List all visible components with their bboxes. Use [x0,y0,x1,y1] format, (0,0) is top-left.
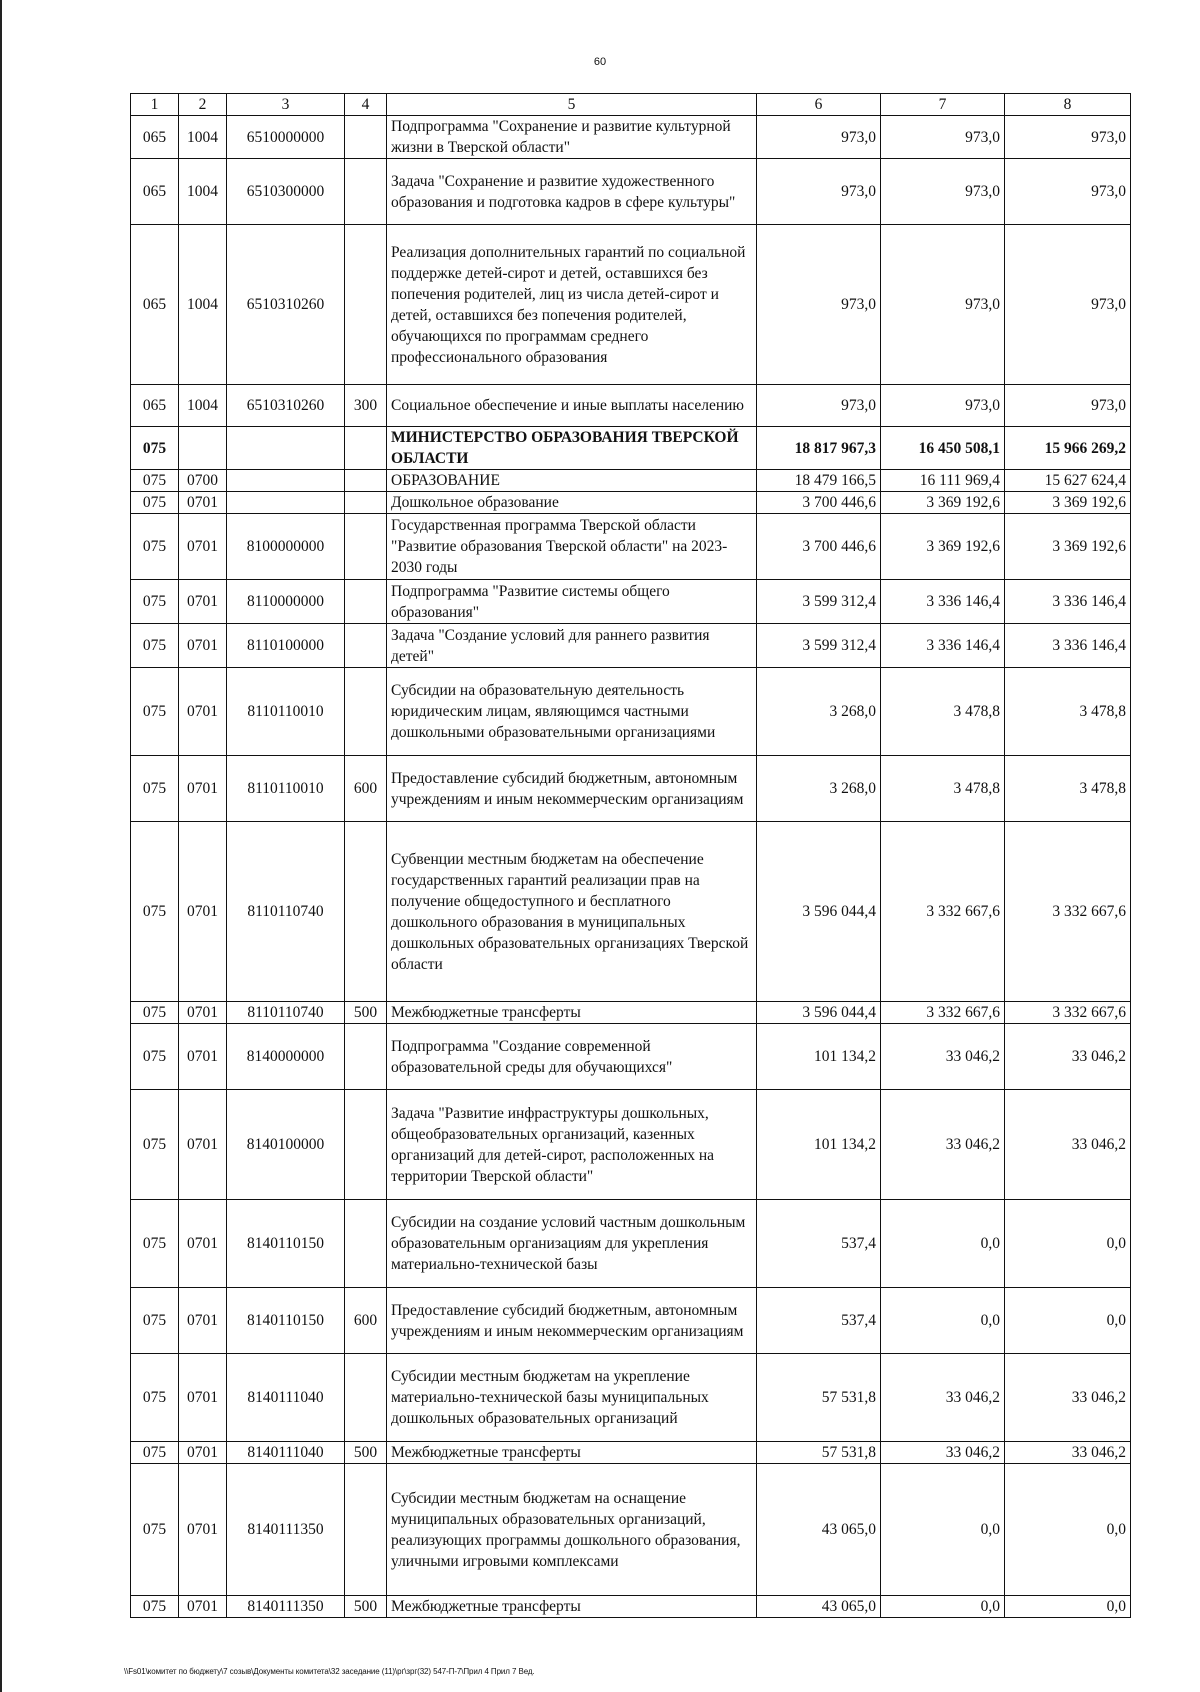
amount-col7-cell: 0,0 [881,1288,1005,1354]
target-article-cell: 8110110740 [227,822,345,1002]
expense-type-cell [345,225,387,385]
expense-type-cell: 500 [345,1442,387,1464]
section-code-cell: 0701 [179,1200,227,1288]
target-article-cell: 8100000000 [227,514,345,580]
item-name-cell: Межбюджетные трансферты [387,1442,757,1464]
amount-col7-cell: 973,0 [881,385,1005,427]
table-row [131,1464,1131,1596]
amount-col8-cell: 0,0 [1005,1596,1131,1618]
amount-col8-cell: 3 478,8 [1005,668,1131,756]
target-article-cell [227,492,345,514]
item-name-cell: Межбюджетные трансферты [387,1002,757,1024]
amount-col8-cell: 973,0 [1005,116,1131,159]
amount-col7-cell: 3 336 146,4 [881,580,1005,624]
item-name-cell: Реализация дополнительных гарантий по социальной поддержке детей-сирот и детей, оставшихся без попечения родителей, лиц из числа детей-сирот и детей, оставшихся без попечения родителей, обучающихся по программам среднего профессионального образования [387,225,757,385]
target-article-cell: 8140111350 [227,1596,345,1618]
target-article-cell: 8140000000 [227,1024,345,1090]
amount-col8-cell: 33 046,2 [1005,1090,1131,1200]
amount-col7-cell: 33 046,2 [881,1090,1005,1200]
expense-type-cell [345,822,387,1002]
target-article-cell: 6510000000 [227,116,345,159]
agency-code-cell: 065 [131,385,179,427]
section-code-cell: 0701 [179,756,227,822]
expense-type-cell [345,1024,387,1090]
agency-code-cell: 075 [131,1288,179,1354]
expense-type-cell: 600 [345,756,387,822]
amount-col6-cell: 973,0 [757,159,881,225]
agency-code-cell: 075 [131,1464,179,1596]
amount-col7-cell: 973,0 [881,116,1005,159]
file-path-footer: \\Fs01\комитет по бюджету\7 созыв\Документы комитета\32 заседание (11)\рг\зрг(32) 547-П-7\Прил 4 Прил 7 Вед. [124,1667,535,1676]
target-article-cell [227,470,345,492]
expense-type-cell: 300 [345,385,387,427]
item-name-cell: Субсидии на образовательную деятельность юридическим лицам, являющимся частными дошкольными образовательными организациями [387,668,757,756]
amount-col7-cell: 33 046,2 [881,1442,1005,1464]
expense-type-cell [345,624,387,668]
agency-code-cell: 075 [131,1002,179,1024]
agency-code-cell: 075 [131,1354,179,1442]
expense-type-cell [345,1354,387,1442]
amount-col7-cell: 0,0 [881,1596,1005,1618]
agency-code-cell: 075 [131,492,179,514]
column-header: 4 [345,94,387,116]
amount-col6-cell: 3 700 446,6 [757,492,881,514]
agency-code-cell: 075 [131,624,179,668]
section-code-cell: 1004 [179,385,227,427]
section-code-cell: 0701 [179,668,227,756]
amount-col7-cell: 16 111 969,4 [881,470,1005,492]
amount-col8-cell: 3 332 667,6 [1005,822,1131,1002]
section-code-cell: 0701 [179,624,227,668]
amount-col6-cell: 537,4 [757,1200,881,1288]
amount-col8-cell: 0,0 [1005,1464,1131,1596]
item-name-cell: ОБРАЗОВАНИЕ [387,470,757,492]
agency-code-cell: 065 [131,116,179,159]
column-header: 6 [757,94,881,116]
table-row [131,1288,1131,1354]
section-code-cell: 0701 [179,580,227,624]
agency-code-cell: 075 [131,427,179,470]
target-article-cell: 8110100000 [227,624,345,668]
table-row [131,624,1131,668]
target-article-cell: 8110000000 [227,580,345,624]
amount-col6-cell: 3 596 044,4 [757,1002,881,1024]
item-name-cell: Социальное обеспечение и иные выплаты населению [387,385,757,427]
expense-type-cell [345,580,387,624]
target-article-cell: 8140100000 [227,1090,345,1200]
amount-col8-cell: 3 336 146,4 [1005,580,1131,624]
table-row [131,385,1131,427]
amount-col7-cell: 3 478,8 [881,668,1005,756]
amount-col8-cell: 33 046,2 [1005,1442,1131,1464]
table-row [131,580,1131,624]
column-header: 5 [387,94,757,116]
section-code-cell: 1004 [179,159,227,225]
expense-type-cell [345,427,387,470]
table-row [131,822,1131,1002]
expense-type-cell [345,1090,387,1200]
item-name-cell: Субвенции местным бюджетам на обеспечение государственных гарантий реализации прав на получение общедоступного и бесплатного дошкольного образования в муниципальных дошкольных образовательных организациях Тверской области [387,822,757,1002]
amount-col6-cell: 43 065,0 [757,1596,881,1618]
agency-code-cell: 075 [131,514,179,580]
item-name-cell: Межбюджетные трансферты [387,1596,757,1618]
target-article-cell: 6510310260 [227,385,345,427]
section-code-cell: 0701 [179,514,227,580]
agency-code-cell: 075 [131,1090,179,1200]
item-name-cell: Предоставление субсидий бюджетным, автономным учреждениям и иным некоммерческим организациям [387,1288,757,1354]
amount-col7-cell: 3 369 192,6 [881,514,1005,580]
expense-type-cell: 500 [345,1596,387,1618]
amount-col8-cell: 0,0 [1005,1288,1131,1354]
agency-code-cell: 075 [131,756,179,822]
column-number-row [131,94,1131,116]
expense-type-cell [345,470,387,492]
target-article-cell: 6510310260 [227,225,345,385]
amount-col6-cell: 43 065,0 [757,1464,881,1596]
amount-col8-cell: 973,0 [1005,225,1131,385]
target-article-cell: 8140111040 [227,1442,345,1464]
column-header: 3 [227,94,345,116]
column-header: 8 [1005,94,1131,116]
amount-col8-cell: 0,0 [1005,1200,1131,1288]
section-code-cell: 0701 [179,1464,227,1596]
expense-type-cell [345,492,387,514]
agency-code-cell: 075 [131,822,179,1002]
amount-col8-cell: 3 478,8 [1005,756,1131,822]
item-name-cell: Подпрограмма "Сохранение и развитие культурной жизни в Тверской области" [387,116,757,159]
amount-col6-cell: 101 134,2 [757,1024,881,1090]
amount-col7-cell: 0,0 [881,1464,1005,1596]
amount-col7-cell: 16 450 508,1 [881,427,1005,470]
amount-col6-cell: 57 531,8 [757,1354,881,1442]
agency-code-cell: 075 [131,668,179,756]
section-code-cell [179,427,227,470]
amount-col8-cell: 15 966 269,2 [1005,427,1131,470]
agency-code-cell: 075 [131,1596,179,1618]
section-code-cell: 0701 [179,1090,227,1200]
amount-col6-cell: 18 817 967,3 [757,427,881,470]
table-row [131,1442,1131,1464]
item-name-cell: Подпрограмма "Создание современной образовательной среды для обучающихся" [387,1024,757,1090]
amount-col7-cell: 973,0 [881,225,1005,385]
section-code-cell: 1004 [179,116,227,159]
amount-col7-cell: 33 046,2 [881,1024,1005,1090]
amount-col8-cell: 15 627 624,4 [1005,470,1131,492]
table-row [131,116,1131,159]
amount-col8-cell: 33 046,2 [1005,1024,1131,1090]
table-row [131,1596,1131,1618]
amount-col6-cell: 3 599 312,4 [757,580,881,624]
amount-col7-cell: 33 046,2 [881,1354,1005,1442]
item-name-cell: Предоставление субсидий бюджетным, автономным учреждениям и иным некоммерческим организациям [387,756,757,822]
target-article-cell: 8140111350 [227,1464,345,1596]
amount-col8-cell: 973,0 [1005,159,1131,225]
table-row [131,225,1131,385]
target-article-cell [227,427,345,470]
amount-col6-cell: 973,0 [757,225,881,385]
item-name-cell: Дошкольное образование [387,492,757,514]
table-row [131,514,1131,580]
amount-col7-cell: 0,0 [881,1200,1005,1288]
table-row [131,756,1131,822]
agency-code-cell: 075 [131,470,179,492]
table-row [131,1354,1131,1442]
agency-code-cell: 065 [131,225,179,385]
table-row [131,1024,1131,1090]
amount-col6-cell: 3 700 446,6 [757,514,881,580]
target-article-cell: 8110110010 [227,668,345,756]
amount-col8-cell: 973,0 [1005,385,1131,427]
table-body [131,116,1131,1618]
column-header: 7 [881,94,1005,116]
section-code-cell: 0701 [179,1288,227,1354]
agency-code-cell: 075 [131,1024,179,1090]
amount-col6-cell: 3 596 044,4 [757,822,881,1002]
amount-col8-cell: 3 332 667,6 [1005,1002,1131,1024]
table-row [131,427,1131,470]
amount-col7-cell: 3 336 146,4 [881,624,1005,668]
target-article-cell: 8110110010 [227,756,345,822]
item-name-cell: Задача "Сохранение и развитие художественного образования и подготовка кадров в сфере культуры" [387,159,757,225]
target-article-cell: 8140110150 [227,1200,345,1288]
section-code-cell: 0701 [179,1002,227,1024]
section-code-cell: 1004 [179,225,227,385]
amount-col7-cell: 3 478,8 [881,756,1005,822]
target-article-cell: 6510300000 [227,159,345,225]
amount-col6-cell: 3 268,0 [757,756,881,822]
amount-col7-cell: 3 332 667,6 [881,822,1005,1002]
section-code-cell: 0700 [179,470,227,492]
amount-col7-cell: 3 369 192,6 [881,492,1005,514]
item-name-cell: Задача "Развитие инфраструктуры дошкольных, общеобразовательных организаций, казенных организаций для детей-сирот, расположенных на территории Тверской области" [387,1090,757,1200]
amount-col8-cell: 3 369 192,6 [1005,492,1131,514]
amount-col6-cell: 973,0 [757,116,881,159]
item-name-cell: Субсидии местным бюджетам на оснащение муниципальных образовательных организаций, реализующих программы дошкольного образования, уличными игровыми комплексами [387,1464,757,1596]
amount-col6-cell: 57 531,8 [757,1442,881,1464]
item-name-cell: Подпрограмма "Развитие системы общего образования" [387,580,757,624]
agency-code-cell: 065 [131,159,179,225]
amount-col6-cell: 3 268,0 [757,668,881,756]
item-name-cell: Субсидии местным бюджетам на укрепление материально-технической базы муниципальных дошкольных образовательных организаций [387,1354,757,1442]
expense-type-cell [345,1200,387,1288]
amount-col6-cell: 537,4 [757,1288,881,1354]
agency-code-cell: 075 [131,1200,179,1288]
item-name-cell: МИНИСТЕРСТВО ОБРАЗОВАНИЯ ТВЕРСКОЙ ОБЛАСТИ [387,427,757,470]
section-code-cell: 0701 [179,492,227,514]
section-code-cell: 0701 [179,1354,227,1442]
section-code-cell: 0701 [179,1442,227,1464]
expense-type-cell [345,668,387,756]
expense-type-cell: 500 [345,1002,387,1024]
table-row [131,668,1131,756]
section-code-cell: 0701 [179,1596,227,1618]
expense-type-cell [345,116,387,159]
target-article-cell: 8110110740 [227,1002,345,1024]
item-name-cell: Государственная программа Тверской области "Развитие образования Тверской области" на 2023-2030 годы [387,514,757,580]
agency-code-cell: 075 [131,580,179,624]
expense-type-cell [345,159,387,225]
section-code-cell: 0701 [179,1024,227,1090]
table-row [131,1002,1131,1024]
item-name-cell: Субсидии на создание условий частным дошкольным образовательным организациям для укрепления материально-технической базы [387,1200,757,1288]
expense-type-cell [345,514,387,580]
page-number: 60 [593,56,607,68]
item-name-cell: Задача "Создание условий для раннего развития детей" [387,624,757,668]
amount-col6-cell: 101 134,2 [757,1090,881,1200]
column-header: 1 [131,94,179,116]
amount-col7-cell: 3 332 667,6 [881,1002,1005,1024]
table-row [131,1090,1131,1200]
column-header: 2 [179,94,227,116]
amount-col8-cell: 3 336 146,4 [1005,624,1131,668]
scan-edge-line [0,0,2,1692]
amount-col8-cell: 33 046,2 [1005,1354,1131,1442]
table-row [131,470,1131,492]
amount-col8-cell: 3 369 192,6 [1005,514,1131,580]
amount-col7-cell: 973,0 [881,159,1005,225]
target-article-cell: 8140111040 [227,1354,345,1442]
table-row [131,1200,1131,1288]
amount-col6-cell: 18 479 166,5 [757,470,881,492]
agency-code-cell: 075 [131,1442,179,1464]
expense-type-cell: 600 [345,1288,387,1354]
target-article-cell: 8140110150 [227,1288,345,1354]
amount-col6-cell: 973,0 [757,385,881,427]
table-row [131,159,1131,225]
amount-col6-cell: 3 599 312,4 [757,624,881,668]
expense-type-cell [345,1464,387,1596]
table-row [131,492,1131,514]
section-code-cell: 0701 [179,822,227,1002]
budget-table [130,93,1131,1618]
